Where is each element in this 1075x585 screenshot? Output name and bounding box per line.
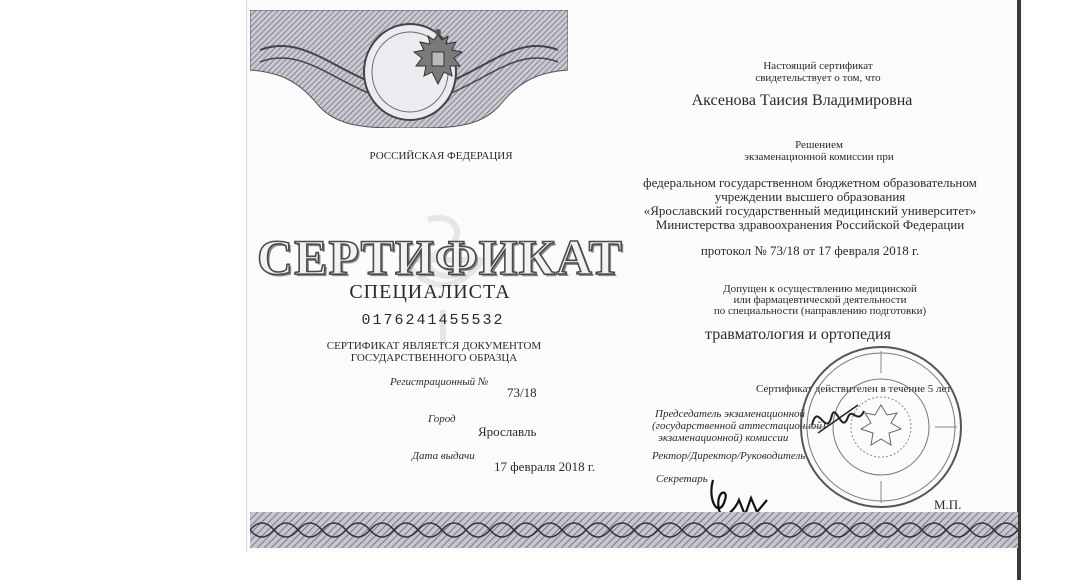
admission-line-1: Допущен к осуществлению медицинской [723,283,917,295]
sheet-right-edge [1017,0,1021,580]
chair-line-3: экзаменационной) комиссии [658,432,789,444]
certificate-title: СЕРТИФИКАТ [256,229,624,285]
issue-date-label: Дата выдачи [412,450,475,462]
country-label: РОССИЙСКАЯ ФЕДЕРАЦИЯ [369,150,513,162]
specialty-value: травматология и ортопедия [705,326,891,343]
protocol-line: протокол № 73/18 от 17 февраля 2018 г. [700,243,920,258]
certificate-subtitle: СПЕЦИАЛИСТА [349,281,511,303]
sheet-left-edge [246,0,247,552]
institution-line-4: Министерства здравоохранения Российской Федерации [655,217,965,232]
validity-line: Сертификат действителен в течение 5 лет [756,383,952,395]
decision-line-2: экзаменационной комиссии при [744,151,894,163]
holder-name: Аксенова Таисия Владимировна [691,92,913,109]
doc-note-line-2: ГОСУДАРСТВЕННОГО ОБРАЗЦА [350,352,518,364]
certificate-number: 0176241455532 [361,312,505,329]
reg-number-value: 73/18 [507,385,537,400]
city-label: Город [428,413,456,425]
institution-line-1: федеральном государственном бюджетном образовательном [643,175,977,190]
chair-line-2: (государственной аттестационной) [652,420,826,432]
stamp-place-label: М.П. [934,497,962,512]
guilloche-bottom-banner [250,512,1018,548]
reg-number-label: Регистрационный № [390,376,489,388]
rector-label: Ректор/Директор/Руководитель [652,450,806,462]
chair-signature [808,395,868,445]
admission-line-2: или фармацевтической деятельности [733,294,907,306]
admission-line-3: по специальности (направлению подготовки) [713,305,927,317]
chair-line-1: Председатель экзаменационной [655,408,806,420]
city-value: Ярославль [478,424,537,439]
doc-note-line-1: СЕРТИФИКАТ ЯВЛЯЕТСЯ ДОКУМЕНТОМ [326,340,542,352]
intro-line-2: свидетельствует о том, что [755,72,881,84]
coat-of-arms-icon [402,26,474,98]
intro-line-1: Настоящий сертификат [763,60,873,72]
decision-line-1: Решением [795,139,843,151]
secretary-label: Секретарь [656,473,708,485]
institution-line-2: учреждении высшего образования [714,189,906,204]
institution-line-3: «Ярославский государственный медицинский университет» [643,203,977,218]
issue-date-value: 17 февраля 2018 г. [494,459,596,474]
